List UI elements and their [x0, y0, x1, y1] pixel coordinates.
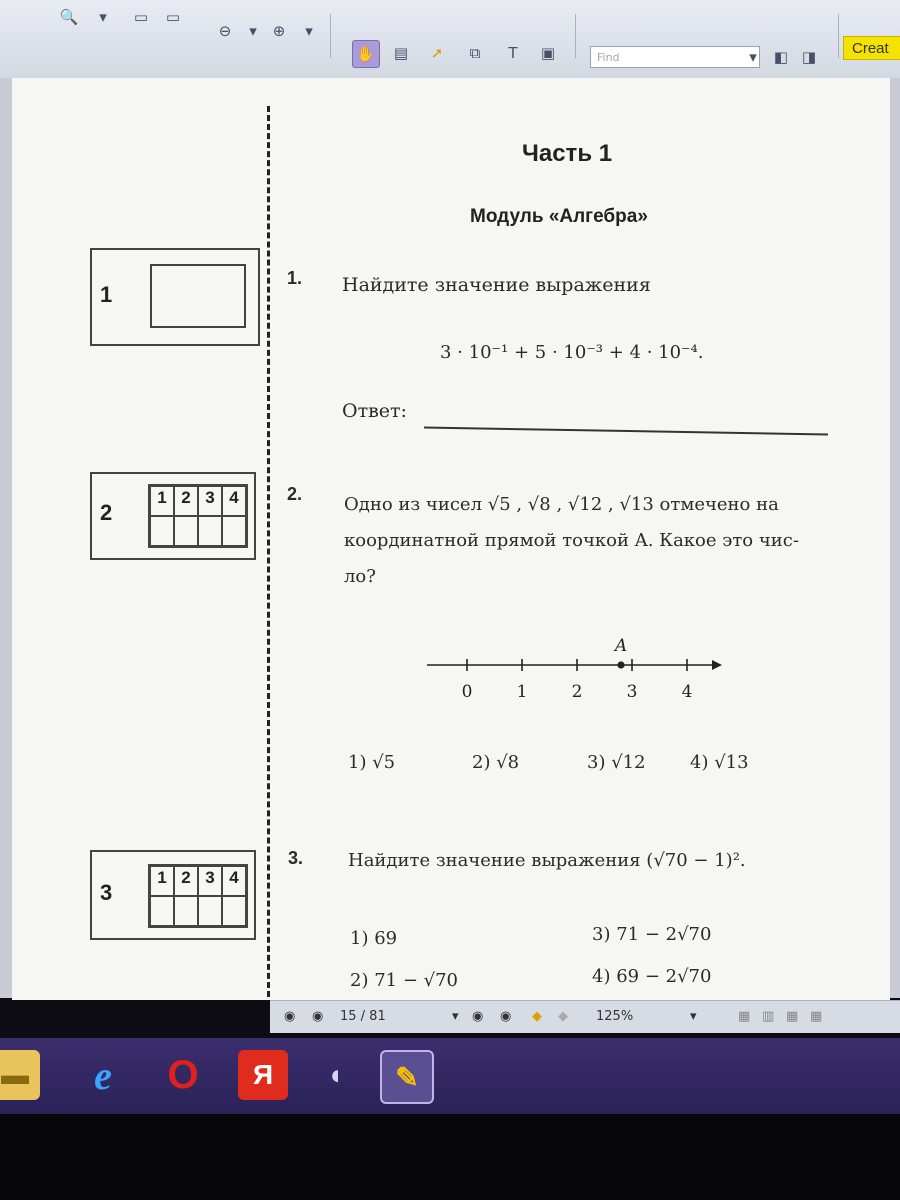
facing-view-icon[interactable]: ▦	[786, 1009, 799, 1024]
answer-cell[interactable]	[150, 516, 174, 546]
answer-box-number: 1	[100, 282, 113, 307]
answer-cell[interactable]	[222, 516, 246, 546]
zoom-level[interactable]: 125%	[596, 1009, 634, 1024]
answer-cell[interactable]	[198, 896, 222, 926]
pdf-page	[12, 78, 890, 1000]
yandex-letter: Я	[252, 1059, 274, 1090]
point-a-label: A	[614, 636, 628, 656]
answer-cell[interactable]	[174, 516, 198, 546]
zoom-out-dropdown-icon[interactable]: ▾	[249, 22, 257, 40]
answer-option: 4	[222, 866, 246, 896]
answer-option: 2	[174, 486, 198, 516]
answer-option: 1	[150, 866, 174, 896]
answer-option: 3	[198, 866, 222, 896]
page-indicator[interactable]: 15 / 81	[340, 1009, 386, 1024]
internet-explorer-icon[interactable]: e	[94, 1052, 112, 1098]
answer-option: 4	[222, 486, 246, 516]
answer-grid	[148, 864, 248, 928]
task-2-number: 2.	[287, 484, 303, 504]
answer-box-2	[90, 472, 256, 560]
yandex-browser-icon[interactable]	[238, 1050, 288, 1100]
continuous-view-icon[interactable]: ▥	[762, 1009, 775, 1024]
task-2-line-1: Одно из чисел √5 , √8 , √12 , √13 отмечено на	[344, 494, 779, 515]
zoom-in-plus-icon[interactable]: ⊕	[272, 22, 286, 40]
find-dropdown-icon[interactable]: ▾	[749, 48, 757, 66]
answer-option: 1	[150, 486, 174, 516]
answer-line[interactable]	[424, 426, 828, 435]
monitor-bezel	[0, 1114, 900, 1200]
task-1-prompt: Найдите значение выражения	[342, 274, 651, 296]
first-page-icon[interactable]: ◉	[284, 1009, 296, 1024]
typewriter-icon[interactable]: T	[508, 44, 518, 62]
hand-tool-icon[interactable]: ✋	[352, 40, 380, 68]
previous-page-icon[interactable]: ◉	[312, 1009, 324, 1024]
point-a-marker	[617, 661, 624, 668]
answer-cell[interactable]	[198, 516, 222, 546]
forward-arrow-icon[interactable]: ◆	[558, 1009, 568, 1024]
number-line-arrow	[712, 660, 722, 670]
task-2-choice-3[interactable]: 3) √12	[587, 752, 646, 773]
task-3-choice-1[interactable]: 1) 69	[350, 928, 398, 949]
answer-box-number: 3	[100, 880, 113, 905]
zoom-plus-dropdown-icon[interactable]: ▾	[305, 22, 313, 40]
module-title: Модуль «Алгебра»	[470, 206, 648, 227]
task-3-prompt: Найдите значение выражения (√70 − 1)².	[348, 850, 746, 871]
create-button[interactable]: Creat	[843, 36, 900, 60]
next-page-icon[interactable]: ◉	[472, 1009, 484, 1024]
pointer-icon[interactable]: ➚	[430, 44, 444, 62]
media-player-icon[interactable]: ◖	[326, 1059, 344, 1090]
find-next-icon[interactable]: ◨	[801, 48, 817, 66]
opera-icon[interactable]: O	[167, 1052, 199, 1097]
number-line-tick-label: 2	[571, 682, 583, 702]
answer-cell[interactable]	[174, 896, 198, 926]
answer-cell[interactable]	[222, 896, 246, 926]
zoom-out-icon[interactable]: ⊖	[218, 22, 232, 40]
task-2-choice-2[interactable]: 2) √8	[472, 752, 520, 773]
find-previous-icon[interactable]: ◧	[773, 48, 789, 66]
page-dropdown-icon[interactable]: ▾	[452, 1009, 459, 1024]
task-3-choice-4[interactable]: 4) 69 − 2√70	[592, 966, 712, 987]
last-page-icon[interactable]: ◉	[500, 1009, 512, 1024]
image-icon[interactable]: ▣	[540, 44, 556, 62]
task-3-choice-2[interactable]: 2) 71 − √70	[350, 970, 458, 991]
answer-label: Ответ:	[342, 400, 407, 422]
page-icon[interactable]: ▭	[133, 8, 149, 26]
reader-toolbar	[0, 0, 900, 79]
task-2-choice-1[interactable]: 1) √5	[348, 752, 396, 773]
select-text-icon[interactable]: ▤	[393, 44, 409, 62]
zoom-dropdown-icon[interactable]: ▾	[690, 1009, 697, 1024]
continuous-facing-view-icon[interactable]: ▦	[810, 1009, 823, 1024]
single-page-view-icon[interactable]: ▦	[738, 1009, 751, 1024]
file-explorer-icon[interactable]: ▬	[0, 1050, 40, 1100]
find-input[interactable]: Find	[590, 46, 760, 68]
number-line-tick-label: 1	[516, 682, 528, 702]
part-title: Часть 1	[522, 140, 613, 167]
answer-box-1	[90, 248, 260, 346]
pdf-reader-app-icon[interactable]: ✎	[380, 1050, 434, 1104]
number-line-tick-label: 4	[681, 682, 693, 702]
snapshot-icon[interactable]: ⧉	[469, 44, 481, 62]
task-2-line-2: координатной прямой точкой A. Какое это чис-	[344, 530, 799, 551]
answer-grid	[148, 484, 248, 548]
document-viewport	[0, 78, 900, 998]
task-2-line-3: ло?	[344, 566, 376, 587]
windows-taskbar	[0, 1038, 900, 1114]
task-1-number: 1.	[287, 268, 303, 288]
number-line	[422, 618, 722, 718]
page-fit-icon[interactable]: ▭	[165, 8, 181, 26]
cut-line	[267, 106, 270, 1000]
reader-status-bar	[270, 1000, 900, 1033]
zoom-in-icon[interactable]: 🔍	[59, 8, 79, 26]
answer-cell[interactable]	[150, 896, 174, 926]
task-3-choice-3[interactable]: 3) 71 − 2√70	[592, 924, 712, 945]
task-1-expression: 3 · 10⁻¹ + 5 · 10⁻³ + 4 · 10⁻⁴.	[440, 342, 704, 363]
task-2-choice-4[interactable]: 4) √13	[690, 752, 749, 773]
answer-box-3	[90, 850, 256, 940]
back-arrow-icon[interactable]: ◆	[532, 1009, 542, 1024]
answer-box-number: 2	[100, 500, 113, 525]
number-line-tick-label: 3	[626, 682, 638, 702]
answer-option: 2	[174, 866, 198, 896]
answer-option: 3	[198, 486, 222, 516]
answer-input-field[interactable]	[150, 264, 246, 328]
zoom-dropdown-chevron-icon[interactable]: ▾	[99, 8, 107, 26]
task-3-number: 3.	[288, 848, 304, 868]
number-line-tick-label: 0	[461, 682, 473, 702]
